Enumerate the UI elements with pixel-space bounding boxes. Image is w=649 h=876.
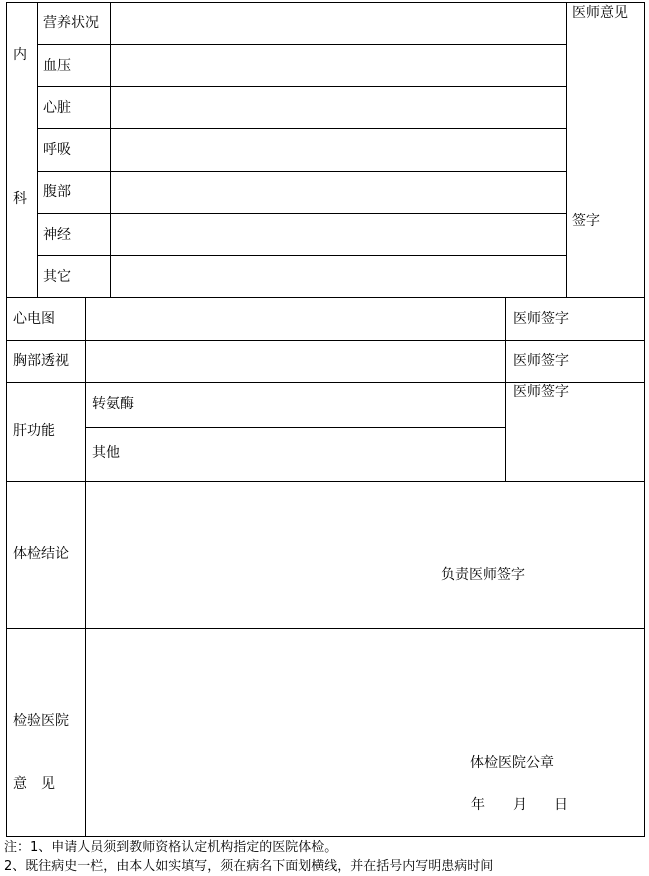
chest-xray-signature-label: 医师签字 [513,353,569,369]
divider [505,297,506,481]
date-day-label: 日 [554,797,568,813]
chest-xray-field[interactable] [86,341,505,382]
liver-other-label: 其他 [92,445,120,461]
respiration-field[interactable] [111,129,566,171]
row-label-other: 其它 [43,269,71,285]
blood-pressure-field[interactable] [111,45,566,86]
liver-signature-label: 医师签字 [513,384,569,400]
row-label-respiration: 呼吸 [43,142,71,158]
date-year-label: 年 [471,797,485,813]
internal-medicine-label-bottom: 科 [13,191,27,207]
transaminase-field[interactable] [140,383,505,427]
liver-other-field[interactable] [125,428,505,481]
divider [37,2,38,297]
hospital-opinion-field[interactable] [86,629,644,749]
row-label-nutrition: 营养状况 [43,15,99,31]
hospital-seal-label: 体检医院公章 [470,755,554,771]
border-right [644,2,645,837]
hospital-opinion-label-line2: 意 见 [13,776,55,792]
nutrition-field[interactable] [111,3,566,44]
ecg-signature-label: 医师签字 [513,311,569,327]
note-line-2: 2、既往病史一栏，由本人如实填写，须在病名下面划横线，并在括号内写明患病时间 [4,859,494,874]
internal-medicine-label-top: 内 [13,47,27,63]
conclusion-label: 体检结论 [13,546,69,562]
abdomen-field[interactable] [111,172,566,213]
row-label-abdomen: 腹部 [43,184,71,200]
row-label-heart: 心脏 [43,100,71,116]
chest-xray-label: 胸部透视 [13,353,69,369]
signature-label: 签字 [572,213,600,229]
date-month-label: 月 [513,797,527,813]
nerve-field[interactable] [111,214,566,255]
hospital-opinion-label-line1: 检验医院 [13,713,69,729]
responsible-doctor-signature-label: 负责医师签字 [441,567,525,583]
conclusion-field[interactable] [86,482,644,562]
border-left [6,2,7,837]
other-field[interactable] [111,256,566,297]
row-label-nerve: 神经 [43,227,71,243]
border-bottom [6,836,645,837]
ecg-label: 心电图 [13,311,55,327]
doctor-opinion-label: 医师意见 [572,5,628,21]
transaminase-label: 转氨酶 [92,396,134,412]
liver-function-label: 肝功能 [13,423,55,439]
ecg-field[interactable] [86,298,505,340]
heart-field[interactable] [111,87,566,128]
doctor-opinion-field[interactable] [567,24,644,204]
note-line-1: 注：1、申请人员须到教师资格认定机构指定的医院体检。 [4,840,338,855]
row-label-blood-pressure: 血压 [43,58,71,74]
